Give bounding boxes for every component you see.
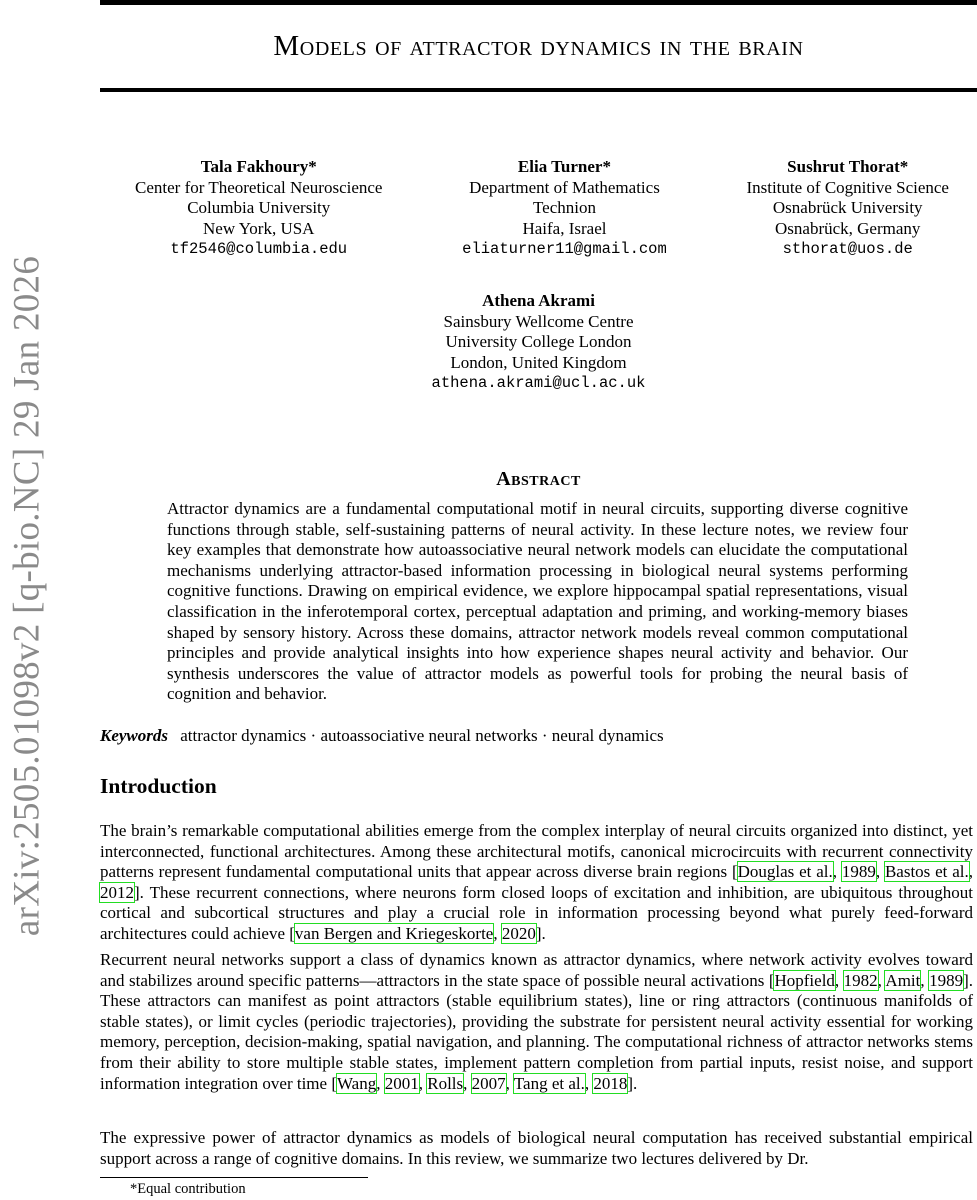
footnote-rule — [100, 1177, 368, 1178]
separator: , — [832, 862, 842, 882]
author-block-2 — [100, 291, 977, 394]
author-affiliation: Sainsbury Wellcome Centre — [443, 311, 634, 331]
separator: , — [920, 970, 930, 990]
keywords-line — [100, 726, 664, 746]
author-email[interactable]: eliaturner11@gmail.com — [462, 240, 667, 258]
title-rule-top — [100, 0, 977, 5]
separator: , — [418, 1073, 428, 1093]
section-heading-introduction: Introduction — [100, 774, 217, 798]
author-name: Tala Fakhoury* — [200, 157, 317, 176]
citation-link[interactable]: 1989 — [929, 970, 964, 990]
paragraph-text: The expressive power of attractor dynamics as models of biological neural computation has received substantial empirical support across a range of cognitive domains. In this review, we summarize two lectures delivered by Dr. — [100, 1128, 973, 1168]
intro-paragraph-3 — [100, 1128, 973, 1169]
separator: , — [376, 1073, 385, 1093]
author-institution: Osnabrück University — [772, 198, 923, 217]
abstract-heading: Abstract — [496, 468, 581, 490]
citation-link[interactable]: 2001 — [384, 1073, 419, 1093]
abstract-text: Attractor dynamics are a fundamental computational motif in neural circuits, supporting diverse cognitive functions through stable, self-sustaining patterns of neural activity. In these lecture notes, we review four key examples that demonstrate how autoassociative neural network models can elucidate the computational mechanisms underlying attractor-based information processing in biological neural systems performing cognitive functions. Drawing on empirical evidence, we explore hippocampal spatial representations, visual classification in the inferotemporal cortex, perceptual adaptation and priming, and working-memory biases shaped by sensory history. Across these domains, attractor network models reveal common computational principles and provide analytical insights into how experience shapes neural activity and behavior. Our synthesis underscores the value of attractor models as powerful tools for probing the neural basis of cognition and behavior. — [167, 499, 908, 704]
author-3 — [746, 157, 949, 260]
citation-link[interactable]: Amit — [885, 970, 921, 990]
citation-link[interactable]: Rolls — [427, 1073, 464, 1093]
citation-link[interactable]: 1982 — [843, 970, 878, 990]
author-block — [100, 157, 977, 260]
author-location: Osnabrück, Germany — [775, 218, 921, 238]
citation-link[interactable]: Bastos et al. — [884, 862, 969, 882]
citation-link[interactable]: 2007 — [471, 1073, 506, 1093]
citation-link[interactable]: van Bergen and Kriegeskorte — [294, 923, 494, 943]
author-email[interactable]: sthorat@uos.de — [782, 240, 913, 258]
arxiv-identifier-stamp — [2, 246, 52, 946]
citation-link[interactable]: Tang et al. — [513, 1073, 585, 1093]
citation-link[interactable]: 2012 — [100, 882, 134, 902]
author-4 — [432, 291, 646, 394]
title-rule-bottom — [100, 88, 977, 92]
paragraph-text: The brain’s remarkable computational abilities emerge from the complex interplay of neural circuits organized into distinct, yet interconnected, functional architectures. Among these architectural motifs, canonical microcircuits with recurrent connectivity patterns represent fundamental computational units that appear across diverse brain regions [ — [100, 821, 973, 882]
separator: , — [584, 1073, 594, 1093]
author-institution: University College London — [445, 332, 632, 351]
intro-paragraph-2 — [100, 950, 973, 1094]
separator: , — [834, 970, 844, 990]
separator: , — [875, 862, 885, 882]
author-2 — [462, 157, 667, 260]
separator: , — [877, 970, 886, 990]
author-email[interactable]: athena.akrami@ucl.ac.uk — [431, 374, 646, 392]
author-affiliation: Center for Theoretical Neuroscience — [135, 177, 383, 197]
citation-link[interactable]: 2020 — [501, 923, 536, 943]
keywords-text: attractor dynamics · autoassociative neural networks · neural dynamics — [180, 726, 664, 745]
author-location: New York, USA — [203, 218, 315, 238]
keywords-label: Keywords — [100, 726, 168, 745]
paragraph-text: ]. These attractors can manifest as point attractors (stable equilibrium states), line or ring attractors (continuous manifolds of stable states), or limit cycles (periodic trajectories), providing the substrate for persistent neural activity essential for working memory, perception, decision-making, spatial navigation, and planning. The computational richness of attractor networks stems from their ability to store multiple stable states, implement pattern completion from partial inputs, resist noise, and support information integration over time [ — [100, 970, 974, 1093]
separator: , — [463, 1073, 472, 1093]
footnote-equal-contribution: *Equal contribution — [130, 1181, 246, 1197]
paper-title: Models of attractor dynamics in the brain — [273, 30, 804, 62]
author-location: Haifa, Israel — [522, 218, 607, 238]
citation-link[interactable]: Hopfield — [774, 970, 835, 990]
author-affiliation: Department of Mathematics — [469, 177, 660, 197]
author-1 — [135, 157, 382, 260]
author-affiliation: Institute of Cognitive Science — [746, 177, 949, 197]
paragraph-text: ]. These recurrent connections, where neurons form closed loops of excitation and inhibition, are ubiquitous throughout cortical and subcortical structures and play a crucial role in information processing beyond what purely feed-forward architectures could achieve [ — [100, 882, 973, 943]
paragraph-text: Recurrent neural networks support a class of dynamics known as attractor dynamics, where network activity evolves toward and stabilizes around specific patterns—attractors in the state space of possible neural activations [ — [100, 950, 973, 990]
author-location: London, United Kingdom — [450, 352, 627, 372]
author-name: Sushrut Thorat* — [787, 157, 909, 176]
separator: , — [968, 862, 973, 882]
citation-link[interactable]: 1989 — [841, 862, 876, 882]
author-email[interactable]: tf2546@columbia.edu — [170, 240, 348, 258]
citation-link[interactable]: Douglas et al. — [737, 862, 833, 882]
citation-link[interactable]: 2018 — [593, 1073, 628, 1093]
citation-link[interactable]: Wang — [337, 1073, 377, 1093]
author-name: Elia Turner* — [517, 157, 611, 176]
paragraph-text: ]. — [535, 923, 546, 943]
author-institution: Columbia University — [187, 198, 331, 217]
author-name: Athena Akrami — [482, 291, 595, 310]
separator: , — [493, 923, 502, 943]
intro-paragraph-1 — [100, 821, 973, 945]
author-institution: Technion — [532, 198, 596, 217]
separator: , — [505, 1073, 514, 1093]
paragraph-text: ]. — [627, 1073, 638, 1093]
arxiv-stamp-text: arXiv:2505.01098v2 [q-bio.NC] 29 Jan 2026 — [6, 255, 48, 937]
